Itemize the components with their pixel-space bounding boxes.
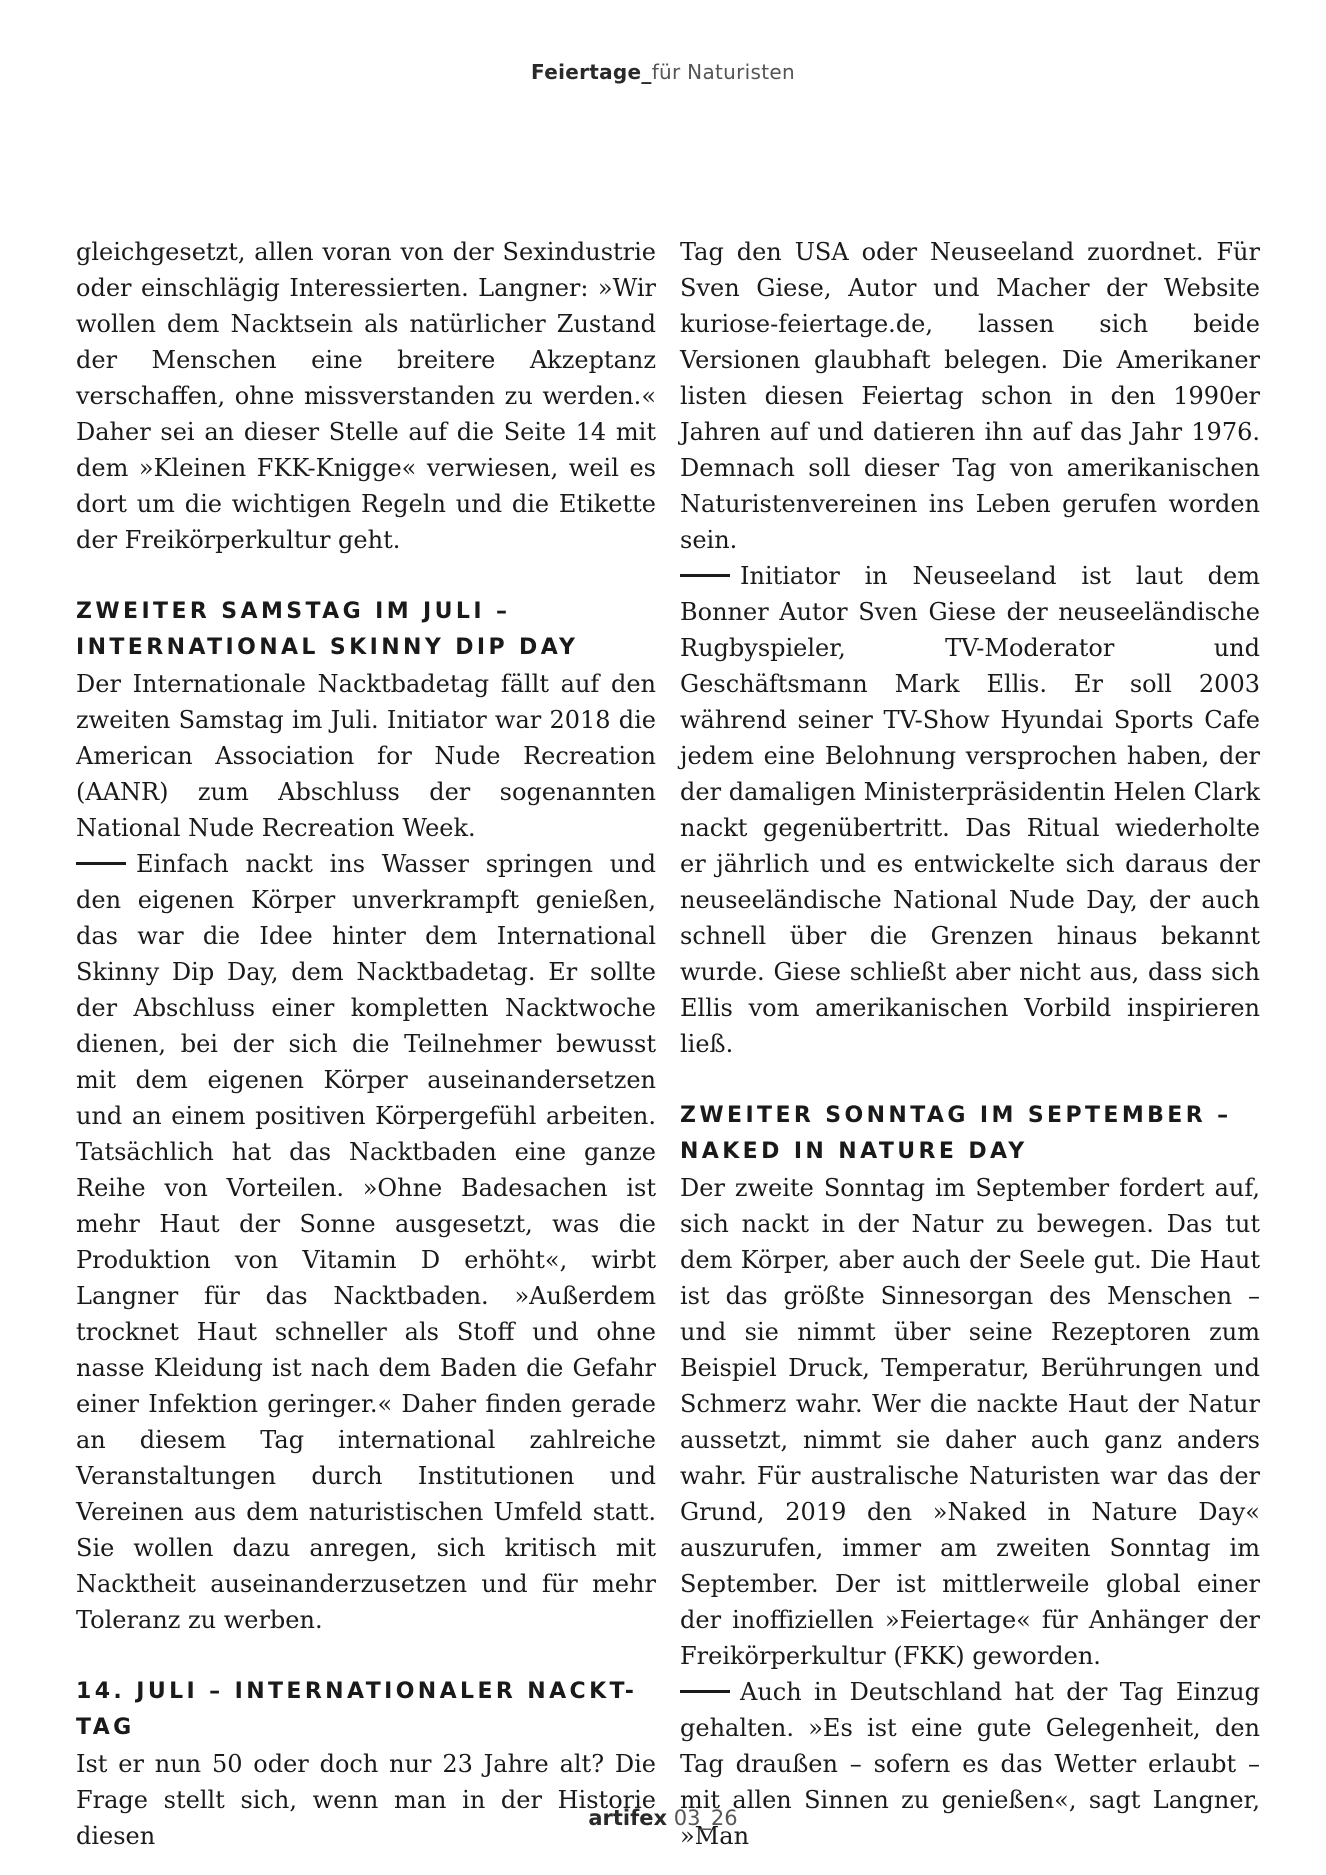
paragraph-nature-1: Der zweite Sonntag im September fordert auf, sich nackt in der Natur zu bewegen. Das tut dem Körper, aber auch der Seele gut. Die Haut ist das größte Sinnesorgan des Menschen – und sie nimmt über seine Rezeptoren zum Beispiel Druck, Temperatur, Berührungen und Schmerz wahr. Wer die nackte Haut der Natur aussetzt, nimmt sie daher auch ganz anders wahr. Für australische Naturisten war das der Grund, 2019 den »Naked in Nature Day« auszurufen, immer am zweiten Sonntag im September. Der ist mittlerweile global einer der inoffiziellen »Feiertage« für Anhänger der Freikörperkultur (FKK) geworden. (680, 1174, 1260, 1670)
paragraph-skinny-1: Der Internationale Nacktbadetag fällt auf den zweiten Samstag im Juli. Initiator war 2018 die American Association for Nude Recreation (AANR) zum Abschluss der sogenannten National Nude Recreation Week. (76, 670, 656, 842)
heading-naked-in-nature-day: ZWEITER SONNTAG IM SEPTEMBER – NAKED IN NATURE DAY (680, 1103, 1232, 1164)
paragraph-nackt-tag: Ist er nun 50 oder doch nur 23 Jahre alt? Die Frage stellt sich, wenn man in der Historie diesen (76, 1750, 656, 1850)
right-column (680, 234, 1260, 1854)
footer-page-number: 03_26 (667, 1806, 738, 1830)
left-column (76, 234, 656, 1854)
paragraph-continued-2: Initiator in Neuseeland ist laut dem Bonner Autor Sven Giese der neuseeländische Rugbyspieler, TV-Moderator und Geschäftsmann Mark Ellis. Er soll 2003 während seiner TV-Show Hyundai Sports Cafe jedem eine Belohnung versprochen haben, der der damaligen Ministerpräsidentin Helen Clark nackt gegenübertritt. Das Ritual wiederholte er jährlich und es entwickelte sich daraus der neuseeländische National Nude Day, der auch schnell über die Grenzen hinaus bekannt wurde. Giese schließt aber nicht aus, dass sich Ellis vom amerikanischen Vorbild inspirieren ließ. (680, 562, 1260, 1058)
paragraph-continued-2-wrap (680, 558, 1260, 1062)
paragraph-skinny-2-wrap (76, 846, 656, 1638)
heading-skinny-dip-day: ZWEITER SAMSTAG IM JULI – INTERNATIONAL SKINNY DIP DAY (76, 599, 579, 660)
heading-nackt-tag: 14. JULI – INTERNATIONALER NACKT-TAG (76, 1679, 638, 1740)
em-dash-rule (680, 1690, 730, 1693)
page-footer (0, 1806, 1326, 1830)
header-section-name: Feiertage_ (531, 60, 652, 84)
paragraph-continued-1: Tag den USA oder Neuseeland zuordnet. Für Sven Giese, Autor und Macher der Website kuriose-feiertage.de, lassen sich beide Versionen glaubhaft belegen. Die Amerikaner listen diesen Feiertag schon in den 1990er Jahren auf und datieren ihn auf das Jahr 1976. Demnach soll dieser Tag von amerikanischen Naturistenvereinen ins Leben gerufen worden sein. (680, 238, 1260, 554)
footer-magazine-name: artifex (588, 1806, 668, 1830)
paragraph-intro: gleichgesetzt, allen voran von der Sexindustrie oder einschlägig Interessierten. Langner: »Wir wollen dem Nacktsein als natürlicher Zustand der Menschen eine breitere Akzeptanz verschaffen, ohne missverstanden zu werden.« Daher sei an dieser Stelle auf die Seite 14 mit dem »Kleinen FKK-Knigge« verwiesen, weil es dort um die wichtigen Regeln und die Etikette der Freikörperkultur geht. (76, 238, 656, 554)
paragraph-nature-2: Auch in Deutschland hat der Tag Einzug gehalten. »Es ist eine gute Gelegenheit, den Tag draußen – sofern es das Wetter erlaubt – mit allen Sinnen zu genießen«, sagt Langner, »Man (680, 1678, 1260, 1850)
running-header (0, 60, 1326, 84)
em-dash-rule (680, 574, 730, 577)
header-section-subtitle: für Naturisten (651, 60, 795, 84)
paragraph-skinny-2: Einfach nackt ins Wasser springen und den eigenen Körper unverkrampft genießen, das war die Idee hinter dem International Skinny Dip Day, dem Nacktbadetag. Er sollte der Abschluss einer kompletten Nacktwoche dienen, bei der sich die Teilnehmer bewusst mit dem eigenen Körper auseinandersetzen und an einem positiven Körpergefühl arbeiten. Tatsächlich hat das Nacktbaden eine ganze Reihe von Vorteilen. »Ohne Badesachen ist mehr Haut der Sonne ausgesetzt, was die Produktion von Vitamin D erhöht«, wirbt Langner für das Nacktbaden. »Außerdem trocknet Haut schneller als Stoff und ohne nasse Kleidung ist nach dem Baden die Gefahr einer Infektion geringer.« Daher finden gerade an diesem Tag international zahlreiche Veranstaltungen durch Institutionen und Vereinen aus dem naturistischen Umfeld statt. Sie wollen dazu anregen, sich kritisch mit Nacktheit auseinanderzusetzen und für mehr Toleranz zu werben. (76, 850, 656, 1634)
em-dash-rule (76, 862, 126, 865)
